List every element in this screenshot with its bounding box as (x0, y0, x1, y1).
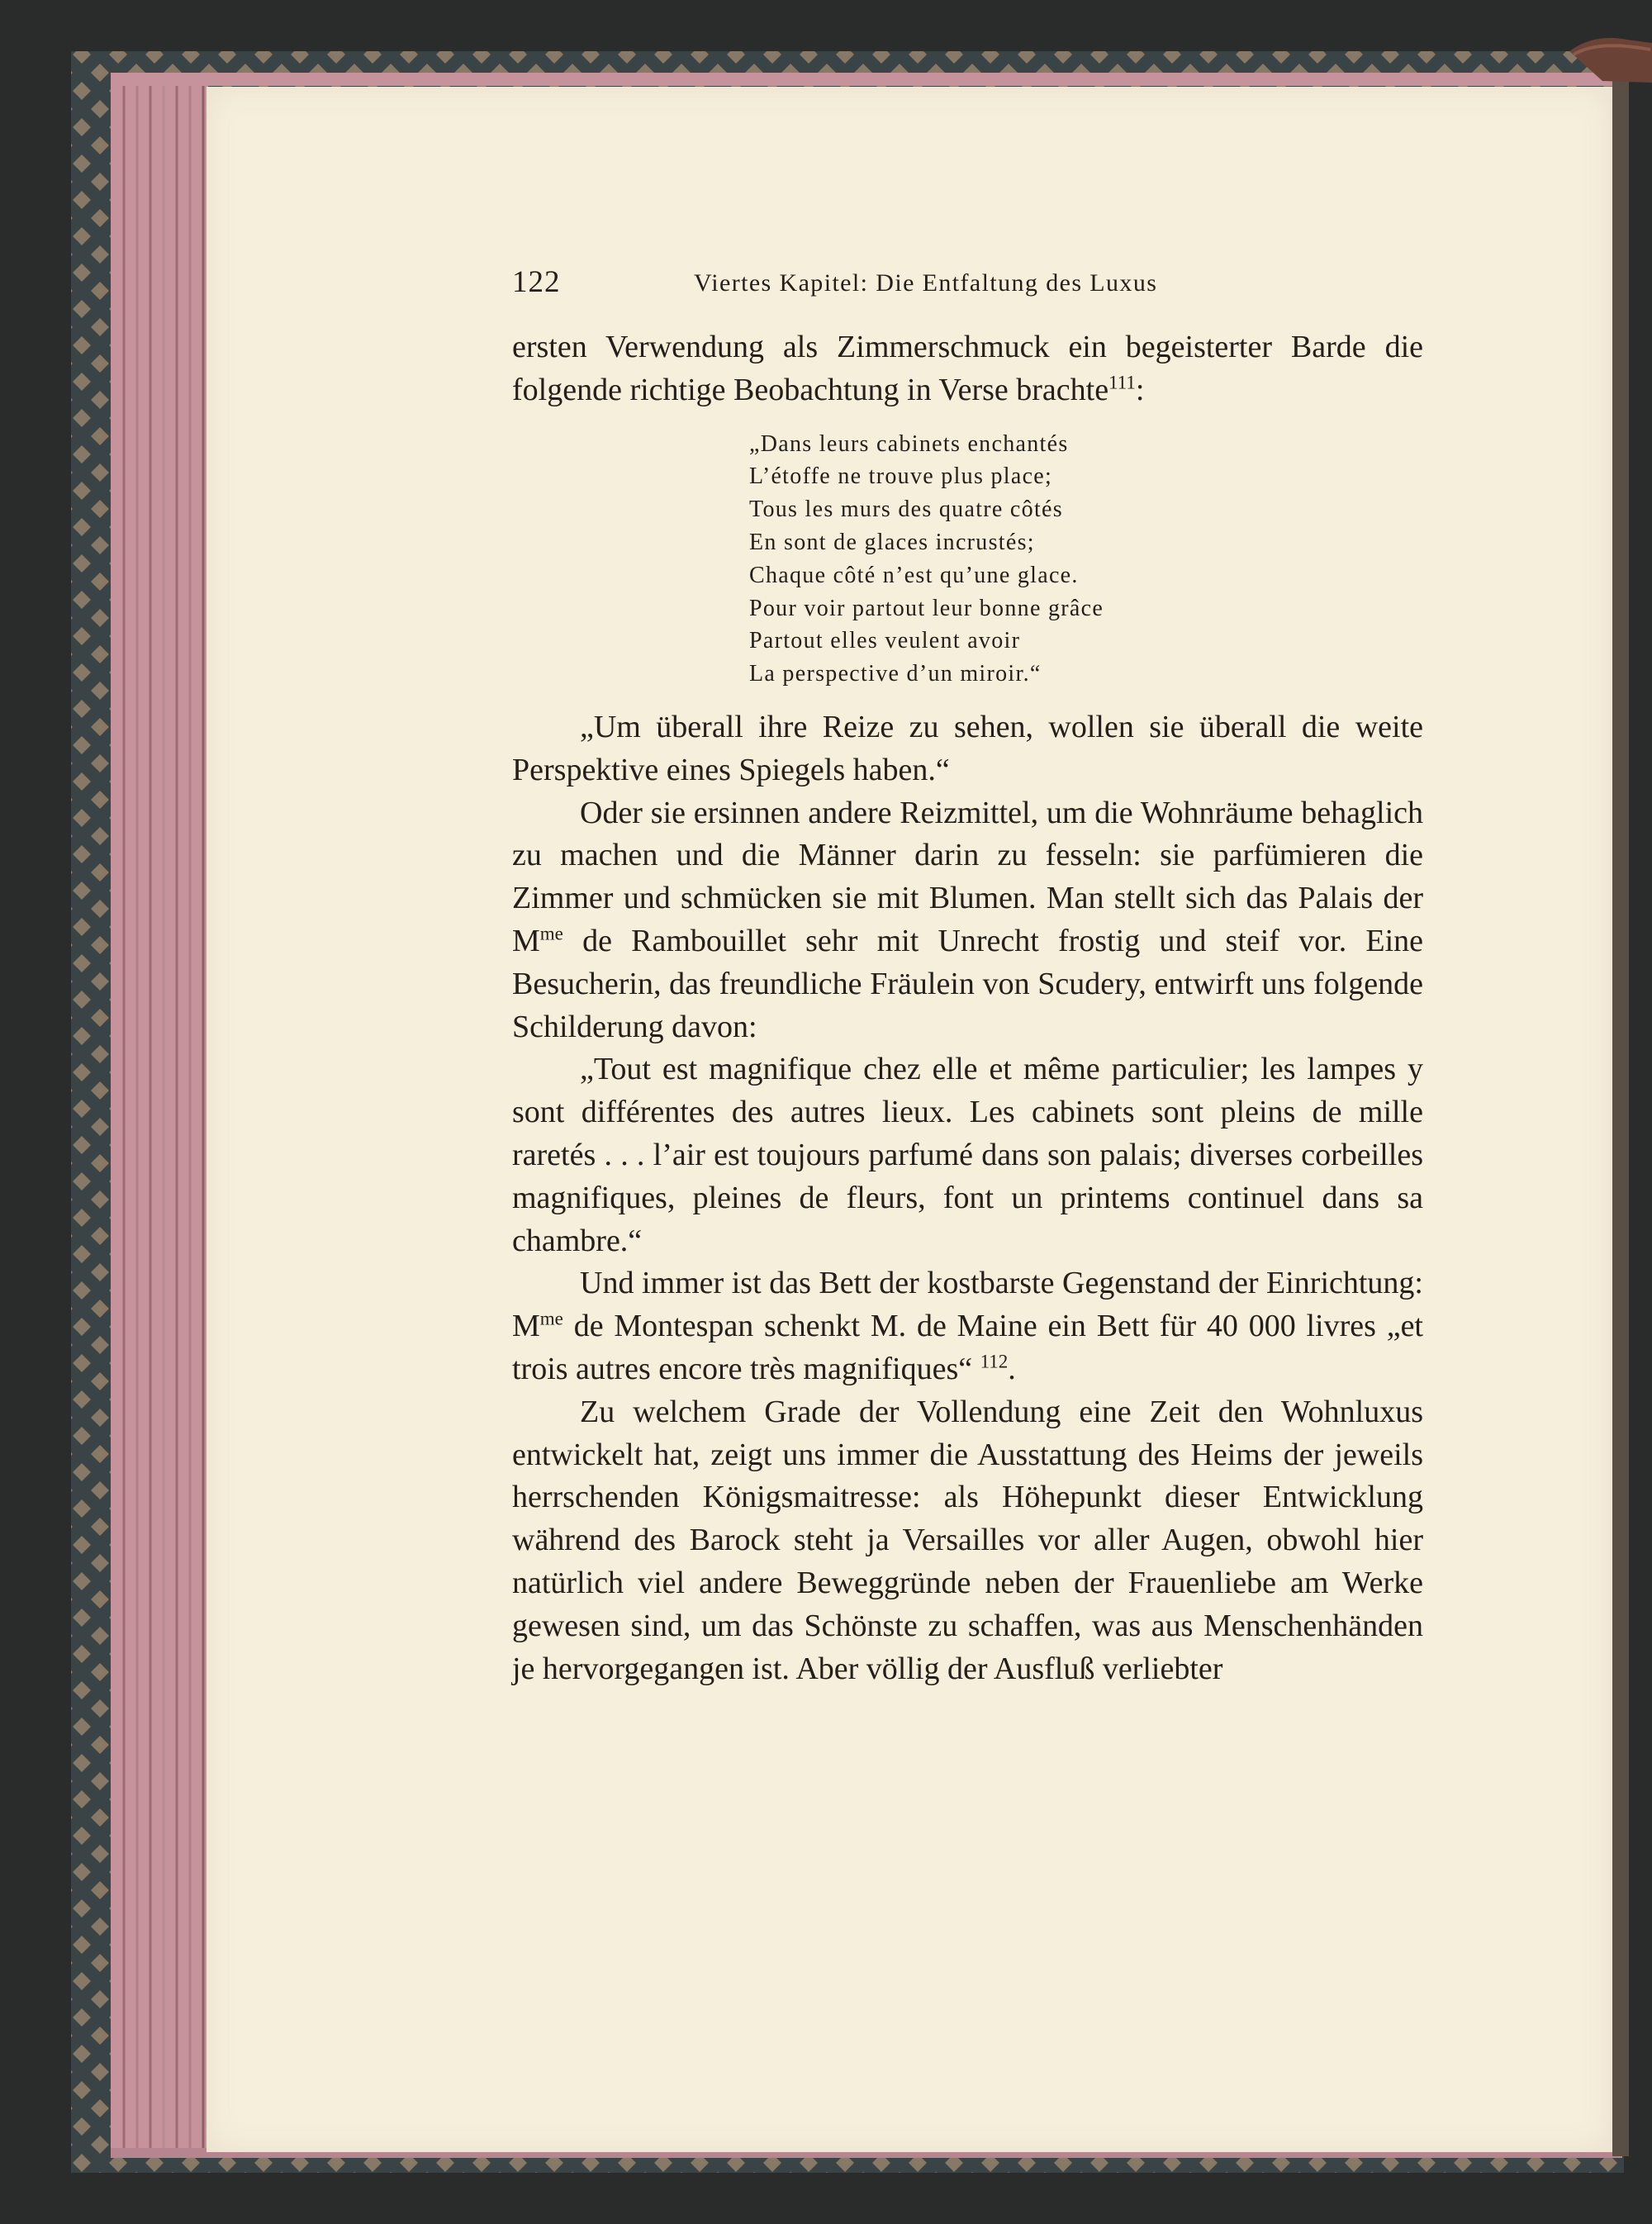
running-header (512, 264, 1423, 306)
verse-line: Partout elles veulent avoir (749, 628, 1021, 654)
verse-line: „Dans leurs cabinets enchantés (749, 430, 1069, 457)
page-number: 122 (512, 265, 561, 299)
verse-line: Pour voir partout leur bonne grâce (749, 595, 1104, 621)
french-verse-quote (749, 428, 1423, 691)
running-title: Viertes Kapitel: Die Entfaltung des Luxus (694, 269, 1158, 297)
bett-paragraph: Und immer ist das Bett der kostbarste Gegenstand der Einrichtung: $M^{me}$ de Montespan schenkt M. de Maine ein Bett für 40 000 livres „et trois autres encore très magnifiques“ $^{112}$. (512, 1266, 1423, 1386)
verse-line: La perspective d’un miroir.“ (749, 661, 1042, 687)
intro-paragraph: ersten Verwendung als Zimmerschmuck ein begeisterter Barde die folgende richtige Beobachtung in Verse brachte$^{111}$: (512, 330, 1423, 407)
verse-line: L’étoffe ne trouve plus place; (749, 463, 1053, 490)
book-page (206, 87, 1612, 2152)
superscript-me: me (539, 923, 563, 944)
verse-line: En sont de glaces incrustés; (749, 529, 1035, 555)
translation-paragraph: „Um überall ihre Reize zu sehen, wollen sie überall die weite Perspektive eines Spiegels haben.“ (512, 709, 1423, 787)
superscript-me: me (539, 1308, 563, 1329)
wohnluxus-paragraph: Zu welchem Grade der Vollendung eine Zeit den Wohnluxus entwickelt hat, zeigt uns immer die Ausstattung des Heims der jeweils herrschenden Königsmaitresse: als Höhepunkt dieser Entwicklung während des Barock steht ja Versailles vor aller Augen, obwohl hier natürlich viel andere Beweggründe neben der Frauenliebe am Werke gewesen sind, um das Schönste zu schaffen, was aus Menschenhänden je hervorgegangen ist. Aber völlig der Ausfluß verliebter (512, 1394, 1423, 1686)
scudery-quote-paragraph: „Tout est magnifique chez elle et même particulier; les lampes y sont différentes des autres lieux. Les cabinets sont pleins de mille raretés . . . l’air est toujours parfumé dans son palais; diverses corbeilles magnifiques, pleines de fleurs, font un printems continuel dans sa chambre.“ (512, 1052, 1423, 1258)
reizmittel-paragraph: Oder sie ersinnen andere Reizmittel, um die Wohnräume behaglich zu machen und die Männer darin zu fesseln: sie parfümieren die Zimmer und schmücken sie mit Blumen. Man stellt sich das Palais der $M^{me}$ de Rambouillet sehr mit Unrecht frostig und steif vor. Eine Besucherin, das freundliche Fräulein von Scudery, entwirft uns folgende Schilderung davon: (512, 795, 1423, 1044)
body-text (512, 326, 1423, 1690)
footnote-reference: 111 (1108, 372, 1136, 393)
footnote-reference: 112 (980, 1351, 1009, 1372)
page-gutter-shadow (1612, 74, 1629, 2156)
verse-line: Tous les murs des quatre côtés (749, 497, 1063, 523)
verse-line: Chaque côté n’est qu’une glace. (749, 562, 1079, 588)
